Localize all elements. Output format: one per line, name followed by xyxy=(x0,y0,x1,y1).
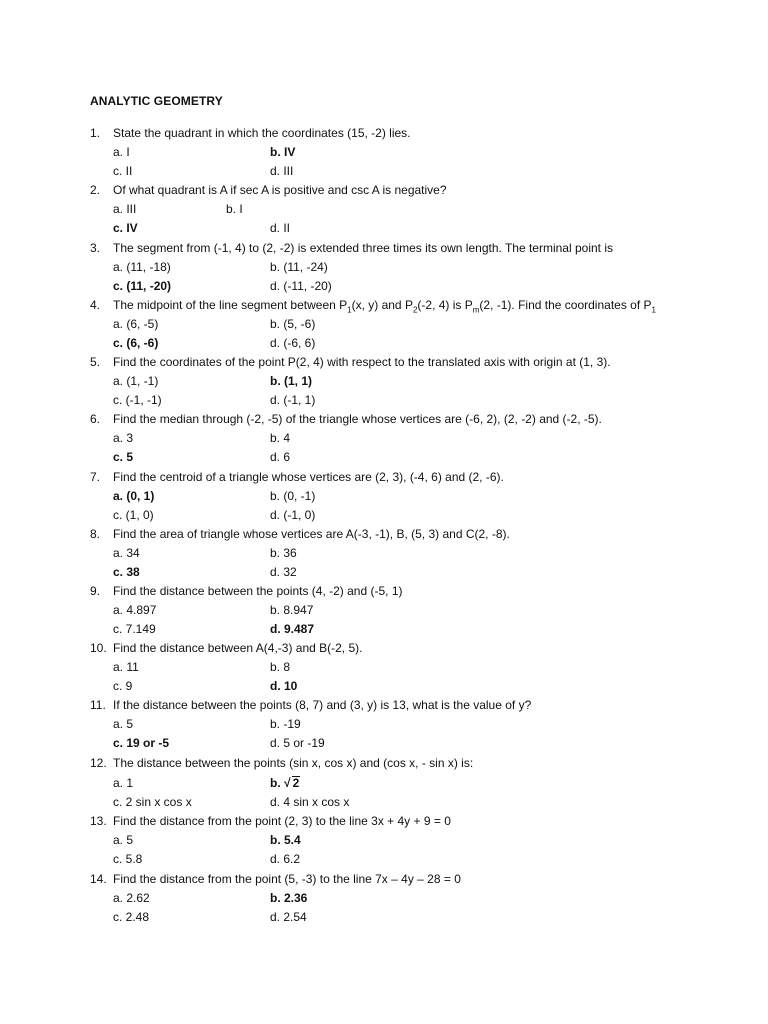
option-a-answer: a. (0, 1) xyxy=(113,489,155,503)
option-c: c. II xyxy=(113,164,133,178)
option-d: d. II xyxy=(270,221,291,235)
option-d: d. (-1, 0) xyxy=(270,508,316,522)
question-number: 3. xyxy=(90,241,101,255)
option-b-answer: b. 5.4 xyxy=(270,833,301,847)
question-text: Find the distance between A(4,-3) and B(-2, 5). xyxy=(113,641,363,655)
option-a: a. I xyxy=(113,145,130,159)
sqrt-symbol: √ xyxy=(284,776,291,790)
option-c: c. 9 xyxy=(113,679,133,693)
option-b: b. I xyxy=(226,202,243,216)
question-text: Find the coordinates of the point P(2, 4) with respect to the translated axis with origin at (1, 3). xyxy=(113,355,611,369)
option-c-answer: c. 5 xyxy=(113,450,134,464)
question-number: 12. xyxy=(90,756,107,770)
question-number: 13. xyxy=(90,814,107,828)
option-a: a. (6, -5) xyxy=(113,317,159,331)
question-1 xyxy=(90,125,730,141)
question-12 xyxy=(90,755,730,771)
question-number: 10. xyxy=(90,641,107,655)
option-c-answer: c. 38 xyxy=(113,565,140,579)
option-b: b. -19 xyxy=(270,717,301,731)
option-c-answer: c. IV xyxy=(113,221,138,235)
option-c-answer: c. (11, -20) xyxy=(113,279,172,293)
question-number: 11. xyxy=(90,698,106,712)
question-text: The segment from (-1, 4) to (2, -2) is extended three times its own length. The terminal point is xyxy=(113,241,613,255)
question-14 xyxy=(90,871,730,887)
option-b-answer: b. (1, 1) xyxy=(270,374,313,388)
question-number: 1. xyxy=(90,126,101,140)
question-text: The distance between the points (sin x, cos x) and (cos x, - sin x) is: xyxy=(113,756,474,770)
question-number: 5. xyxy=(90,355,101,369)
option-c: c. (-1, -1) xyxy=(113,393,162,407)
question-text: The midpoint of the line segment between $P_1(x$, y) and $P_2(-2$, 4) is $P_m(2$, -1). Find the coordinates of $P_1$ xyxy=(113,298,656,315)
question-6 xyxy=(90,411,730,427)
question-9 xyxy=(90,583,730,599)
question-number: 14. xyxy=(90,872,107,886)
option-a: a. 3 xyxy=(113,431,134,445)
question-number: 2. xyxy=(90,183,101,197)
question-7 xyxy=(90,469,730,485)
option-a: a. 11 xyxy=(113,660,139,674)
option-d: d. 32 xyxy=(270,565,297,579)
option-c-answer: c. (6, -6) xyxy=(113,336,159,350)
question-3 xyxy=(90,240,730,256)
option-a: a. 2.62 xyxy=(113,891,150,905)
question-4 xyxy=(90,297,730,313)
option-b-answer: b. 2.36 xyxy=(270,891,308,905)
question-number: 6. xyxy=(90,412,101,426)
option-d-answer: d. 9.487 xyxy=(270,622,315,636)
option-d: d. 2.54 xyxy=(270,910,307,924)
question-number: 7. xyxy=(90,470,101,484)
question-text: If the distance between the points (8, 7) and (3, y) is 13, what is the value of y? xyxy=(113,698,532,712)
option-a: a. 5 xyxy=(113,717,134,731)
option-a: a. 34 xyxy=(113,546,140,560)
option-a: a. (1, -1) xyxy=(113,374,159,388)
option-b: b. (0, -1) xyxy=(270,489,316,503)
question-text: Find the area of triangle whose vertices are A(-3, -1), B, (5, 3) and C(2, -8). xyxy=(113,527,510,541)
option-b: b. (5, -6) xyxy=(270,317,316,331)
question-text: State the quadrant in which the coordinates (15, -2) lies. xyxy=(113,126,411,140)
question-number: 9. xyxy=(90,584,101,598)
option-d: d. (-1, 1) xyxy=(270,393,316,407)
option-c: c. (1, 0) xyxy=(113,508,154,522)
question-text: Find the centroid of a triangle whose vertices are (2, 3), (-4, 6) and (2, -6). xyxy=(113,470,504,484)
question-5 xyxy=(90,354,730,370)
option-b: b. 8.947 xyxy=(270,603,314,617)
question-13 xyxy=(90,813,730,829)
option-b-answer: b. IV xyxy=(270,145,296,159)
option-d: d. 6.2 xyxy=(270,852,301,866)
question-2 xyxy=(90,182,730,198)
option-a: a. III xyxy=(113,202,137,216)
question-text: Of what quadrant is A if sec A is positive and csc A is negative? xyxy=(113,183,447,197)
option-d: d. 5 or -19 xyxy=(270,736,325,750)
option-d: d. 6 xyxy=(270,450,291,464)
option-b-answer: b. √ 2 xyxy=(270,776,300,790)
question-text: Find the distance from the point (5, -3) to the line 7x – 4y – 28 = 0 xyxy=(113,872,461,886)
option-c-answer: c. 19 or -5 xyxy=(113,736,170,750)
question-text: Find the median through (-2, -5) of the triangle whose vertices are (-6, 2), (2, -2) and (-2, -5). xyxy=(113,412,602,426)
option-b: b. 36 xyxy=(270,546,297,560)
option-d-answer: d. 10 xyxy=(270,679,298,693)
question-text: Find the distance between the points (4, -2) and (-5, 1) xyxy=(113,584,403,598)
option-b: b. 8 xyxy=(270,660,291,674)
option-a: a. 5 xyxy=(113,833,134,847)
question-8 xyxy=(90,526,730,542)
option-a: a. 4.897 xyxy=(113,603,157,617)
question-10 xyxy=(90,640,730,656)
option-d: d. (-11, -20) xyxy=(270,279,332,293)
option-d: d. (-6, 6) xyxy=(270,336,316,350)
option-d: d. III xyxy=(270,164,294,178)
option-c: c. 5.8 xyxy=(113,852,143,866)
question-number: 4. xyxy=(90,298,101,312)
option-c: c. 7.149 xyxy=(113,622,156,636)
page-title: ANALYTIC GEOMETRY xyxy=(90,94,223,108)
option-a: a. (11, -18) xyxy=(113,260,171,274)
option-c: c. 2 sin x cos x xyxy=(113,795,192,809)
option-b: b. 4 xyxy=(270,431,291,445)
option-a: a. 1 xyxy=(113,776,134,790)
option-b: b. (11, -24) xyxy=(270,260,328,274)
question-text: Find the distance from the point (2, 3) to the line 3x + 4y + 9 = 0 xyxy=(113,814,451,828)
option-d: d. 4 sin x cos x xyxy=(270,795,350,809)
option-c: c. 2.48 xyxy=(113,910,150,924)
question-11 xyxy=(90,697,730,713)
sqrt-radicand: 2 xyxy=(292,776,300,790)
question-number: 8. xyxy=(90,527,101,541)
